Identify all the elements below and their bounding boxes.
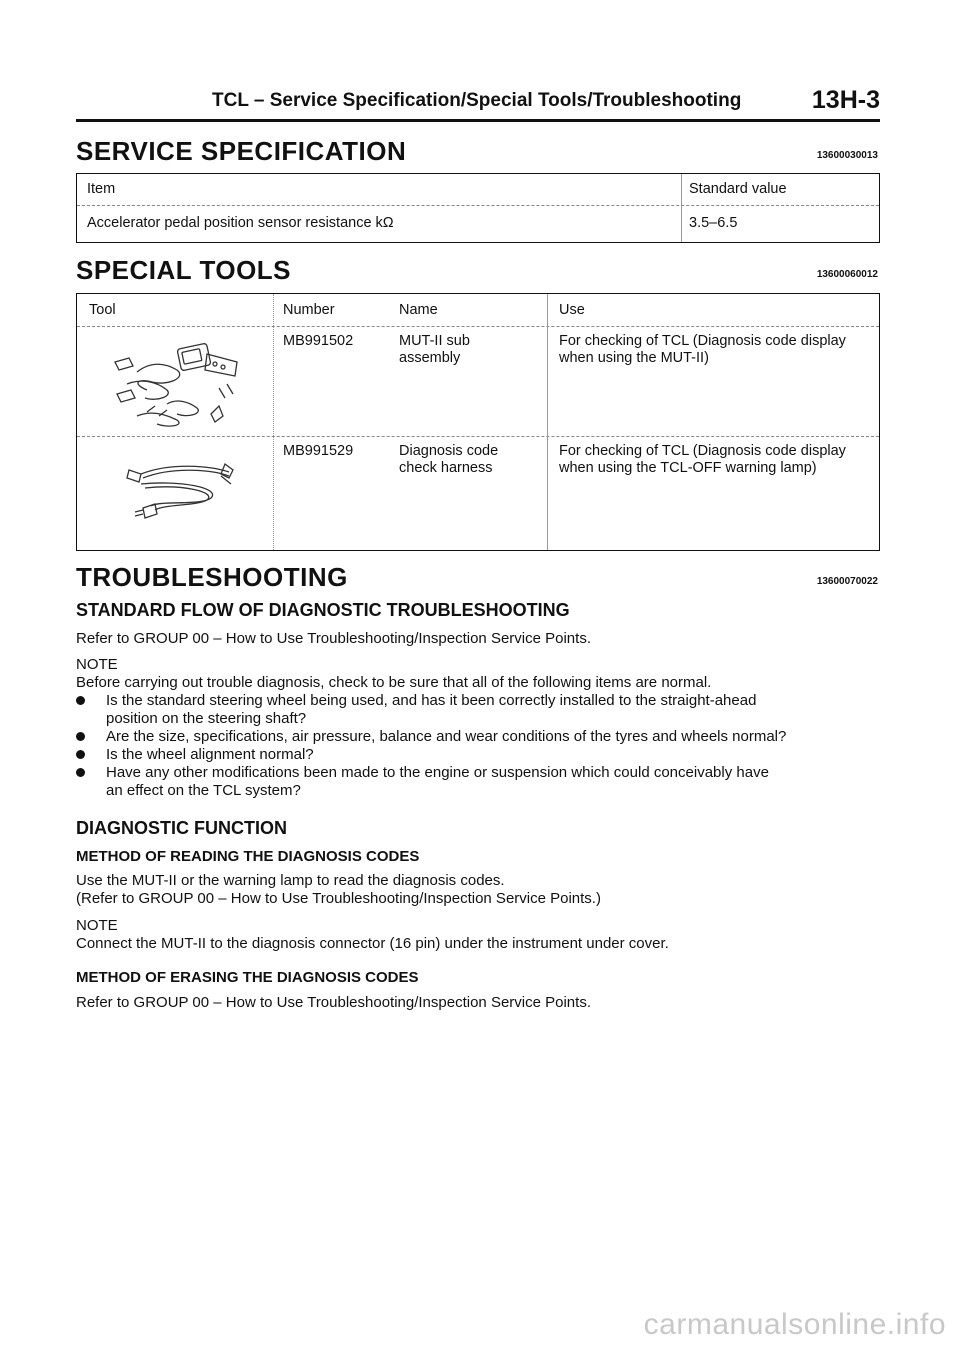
table-divider <box>273 294 274 550</box>
list-item <box>76 764 878 800</box>
table-divider <box>77 436 879 437</box>
table-cell-value: 3.5–6.5 <box>689 215 738 231</box>
table-divider <box>77 205 879 206</box>
special-tools-table <box>76 293 880 551</box>
note-text: Before carrying out trouble diagnosis, check to be sure that all of the following items are normal. <box>76 674 712 691</box>
list-item-text: Is the standard steering wheel being used, and has it been correctly installed to the straight-ahead <box>106 692 757 709</box>
table-cell-use: For checking of TCL (Diagnosis code display <box>559 333 846 349</box>
list-item <box>76 746 878 764</box>
special-tools-code: 13600060012 <box>816 269 878 280</box>
table-cell-use: For checking of TCL (Diagnosis code display <box>559 443 846 459</box>
service-spec-title: SERVICE SPECIFICATION <box>76 136 407 166</box>
page-number: 13H-3 <box>811 86 880 114</box>
watermark: carmanualsonline.info <box>643 1308 946 1341</box>
column-header-name: Name <box>399 302 438 318</box>
table-cell-name: check harness <box>399 460 493 476</box>
table-divider <box>77 326 879 327</box>
list-item-text: Have any other modifications been made to the engine or suspension which could conceivably have <box>106 764 769 781</box>
table-cell-item: Accelerator pedal position sensor resistance kΩ <box>87 215 394 231</box>
table-cell-number: MB991502 <box>283 333 354 349</box>
column-header-item: Item <box>87 181 116 197</box>
troubleshooting-title: TROUBLESHOOTING <box>76 562 348 592</box>
diagnostic-function-title: DIAGNOSTIC FUNCTION <box>76 818 287 838</box>
special-tools-title: SPECIAL TOOLS <box>76 255 292 285</box>
table-divider <box>547 294 548 550</box>
erasing-codes-reference: Refer to GROUP 00 – How to Use Troubleshooting/Inspection Service Points. <box>76 994 591 1011</box>
reading-codes-title: METHOD OF READING THE DIAGNOSIS CODES <box>76 848 420 865</box>
note-text: Connect the MUT-II to the diagnosis connector (16 pin) under the instrument under cover. <box>76 935 669 952</box>
table-cell-name: assembly <box>399 350 461 366</box>
column-header-number: Number <box>283 302 335 318</box>
table-cell-name: MUT-II sub <box>399 333 470 349</box>
service-spec-table <box>76 173 880 243</box>
bullet-icon <box>76 768 85 777</box>
column-header-use: Use <box>559 302 585 318</box>
table-cell-use: when using the TCL-OFF warning lamp) <box>559 460 817 476</box>
list-item <box>76 692 878 728</box>
header-title: TCL – Service Specification/Special Tools/Troubleshooting <box>212 90 742 111</box>
list-item-text: an effect on the TCL system? <box>106 782 301 799</box>
header-rule <box>76 119 880 122</box>
reading-codes-reference: (Refer to GROUP 00 – How to Use Troubleshooting/Inspection Service Points.) <box>76 890 601 907</box>
service-spec-code: 13600030013 <box>816 150 878 161</box>
column-header-tool: Tool <box>89 302 116 318</box>
reading-codes-text: Use the MUT-II or the warning lamp to read the diagnosis codes. <box>76 872 505 889</box>
list-item <box>76 728 878 746</box>
list-item-text: Is the wheel alignment normal? <box>106 746 314 763</box>
bullet-icon <box>76 750 85 759</box>
std-flow-reference: Refer to GROUP 00 – How to Use Troubleshooting/Inspection Service Points. <box>76 630 591 647</box>
column-header-standard-value: Standard value <box>689 181 787 197</box>
list-item-text: Are the size, specifications, air pressure, balance and wear conditions of the tyres and wheels normal? <box>106 728 787 745</box>
table-cell-use: when using the MUT-II) <box>559 350 709 366</box>
bullet-icon <box>76 732 85 741</box>
table-divider <box>681 174 682 242</box>
table-cell-name: Diagnosis code <box>399 443 499 459</box>
troubleshooting-code: 13600070022 <box>816 576 878 587</box>
page-header <box>76 86 880 116</box>
note-label: NOTE <box>76 917 118 934</box>
mut-ii-sub-assembly-illustration <box>107 332 257 432</box>
std-flow-title: STANDARD FLOW OF DIAGNOSTIC TROUBLESHOOTING <box>76 600 570 620</box>
erasing-codes-title: METHOD OF ERASING THE DIAGNOSIS CODES <box>76 969 419 986</box>
bullet-icon <box>76 696 85 705</box>
note-label: NOTE <box>76 656 118 673</box>
list-item-text: position on the steering shaft? <box>106 710 307 727</box>
table-cell-number: MB991529 <box>283 443 354 459</box>
diagnosis-check-harness-illustration <box>121 454 241 524</box>
